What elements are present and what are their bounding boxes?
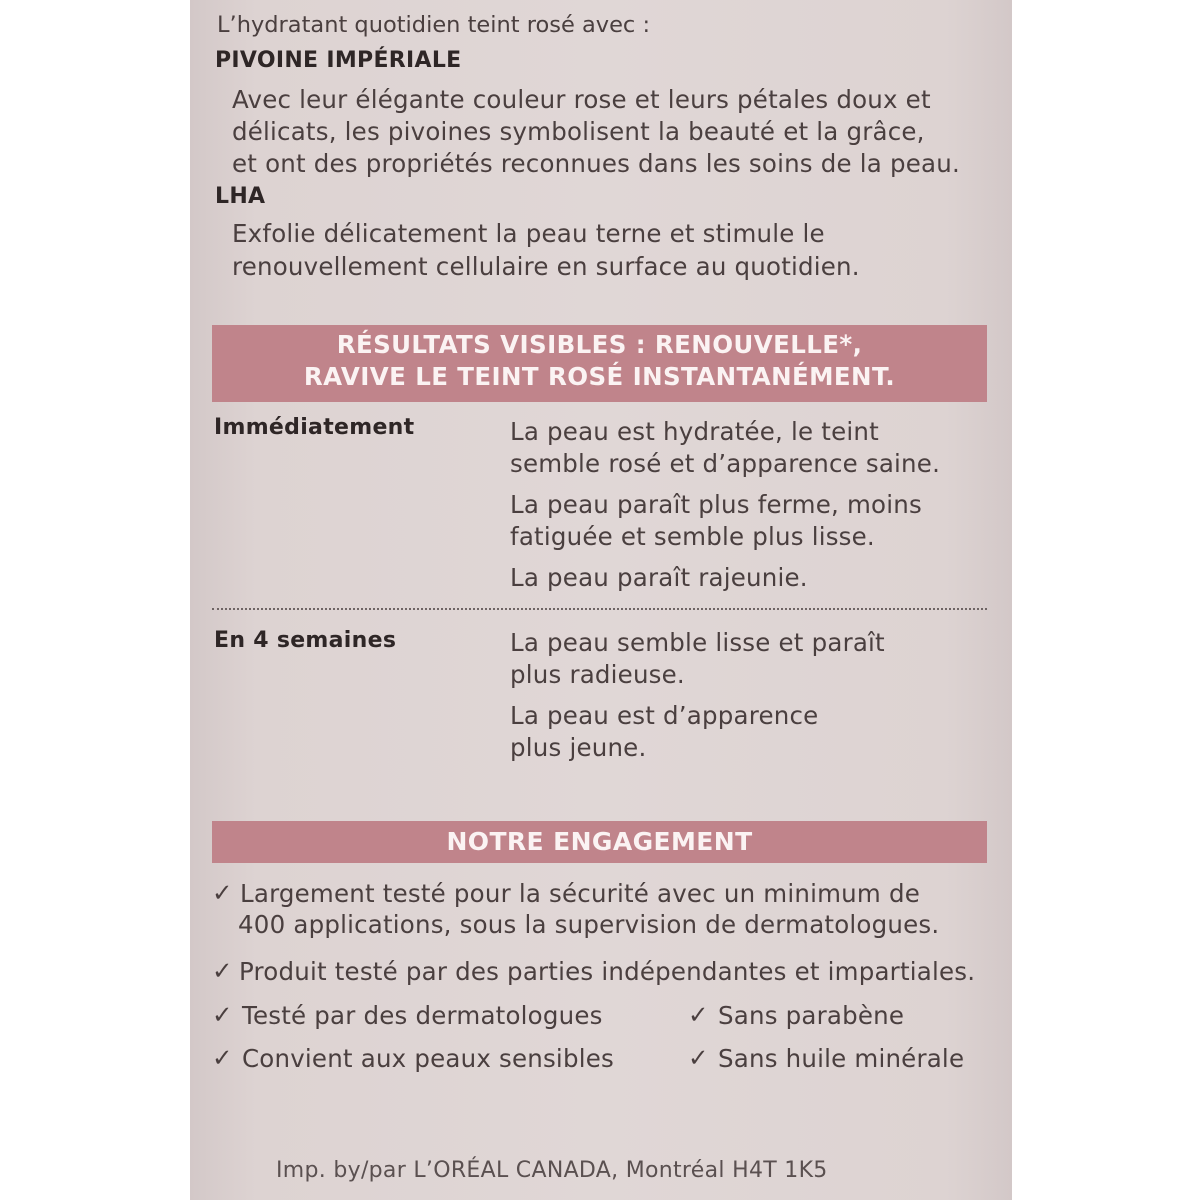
engagement-item-3: Testé par des dermatologues [242, 1001, 603, 1030]
pivoine-line-3: et ont des propriétés reconnues dans les soins de la peau. [232, 149, 960, 178]
weeks-line-2: plus radieuse. [510, 660, 685, 689]
lha-line-2: renouvellement cellulaire en surface au quotidien. [232, 252, 860, 281]
engagement-banner: NOTRE ENGAGEMENT [212, 821, 987, 863]
check-icon: ✓ [688, 1043, 709, 1072]
check-icon: ✓ [212, 956, 233, 985]
engagement-item-1-line-1: Largement testé pour la sécurité avec un minimum de [240, 879, 920, 908]
results-banner-line-2: RAVIVE LE TEINT ROSÉ INSTANTANÉMENT. [303, 362, 896, 391]
footer-text: Imp. by/par L’ORÉAL CANADA, Montréal H4T 1K5 [276, 1158, 828, 1183]
results-label-immediate: Immédiatement [214, 415, 415, 440]
check-icon: ✓ [212, 1043, 233, 1072]
check-icon: ✓ [212, 1000, 233, 1029]
immediate-line-5: La peau paraît rajeunie. [510, 563, 808, 592]
pivoine-line-2: délicats, les pivoines symbolisent la beauté et la grâce, [232, 117, 925, 146]
engagement-item-1-line-2: 400 applications, sous la supervision de dermatologues. [238, 910, 940, 939]
engagement-item-5: Convient aux peaux sensibles [242, 1044, 614, 1073]
engagement-item-6: Sans huile minérale [718, 1044, 965, 1073]
check-icon: ✓ [212, 878, 233, 907]
immediate-line-2: semble rosé et d’apparence saine. [510, 449, 941, 478]
immediate-line-1: La peau est hydratée, le teint [510, 417, 879, 446]
results-banner [212, 325, 987, 402]
results-label-4-weeks: En 4 semaines [214, 628, 397, 653]
lha-line-1: Exfolie délicatement la peau terne et stimule le [232, 219, 825, 248]
intro-text: L’hydratant quotidien teint rosé avec : [217, 12, 651, 38]
lha-heading: LHA [215, 184, 266, 209]
immediate-line-4: fatiguée et semble plus lisse. [510, 522, 875, 551]
engagement-item-4: Sans parabène [718, 1001, 905, 1030]
immediate-line-3: La peau paraît plus ferme, moins [510, 490, 922, 519]
results-banner-line-1: RÉSULTATS VISIBLES : RENOUVELLE*, [336, 330, 863, 359]
weeks-line-3: La peau est d’apparence [510, 701, 819, 730]
check-icon: ✓ [688, 1000, 709, 1029]
weeks-line-1: La peau semble lisse et paraît [510, 628, 885, 657]
pivoine-line-1: Avec leur élégante couleur rose et leurs pétales doux et [232, 85, 931, 114]
weeks-line-4: plus jeune. [510, 733, 647, 762]
results-divider [212, 608, 987, 610]
engagement-item-2: Produit testé par des parties indépendantes et impartiales. [239, 957, 976, 986]
pivoine-heading: PIVOINE IMPÉRIALE [215, 48, 462, 73]
